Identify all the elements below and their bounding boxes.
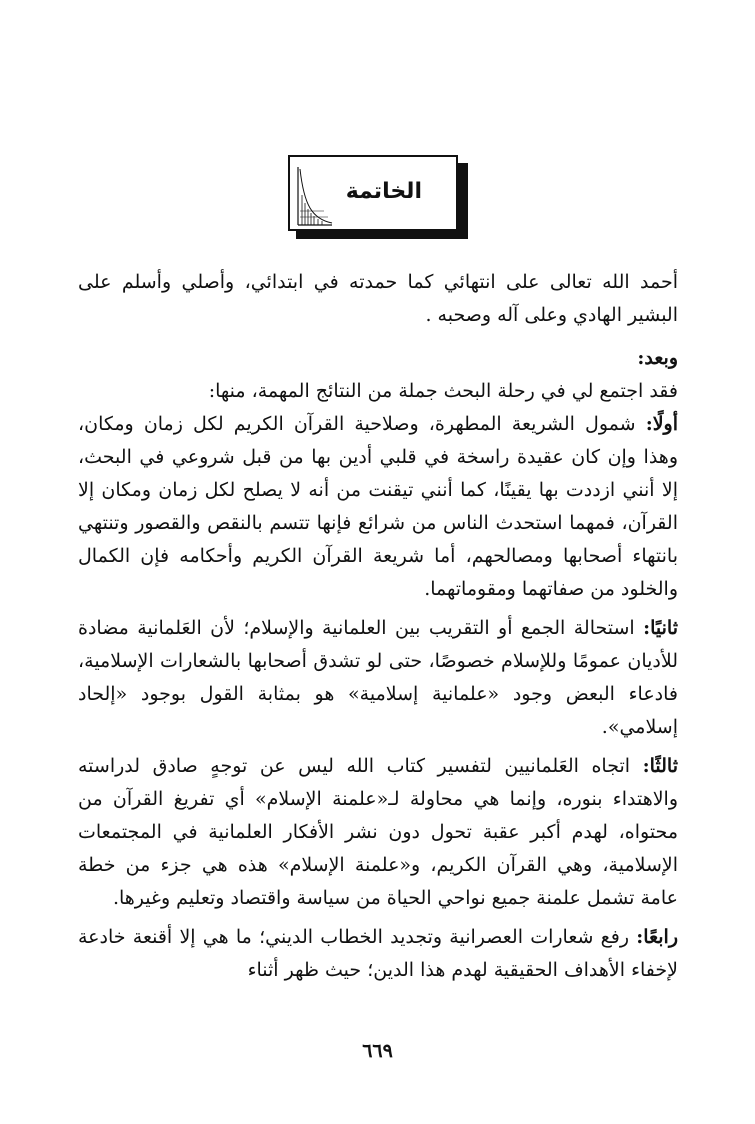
point-three-paragraph (78, 750, 678, 915)
point-two-paragraph (78, 612, 678, 744)
point-two-label: ثانيًا: (643, 617, 678, 639)
results-intro-paragraph: فقد اجتمع لي في رحلة البحث جملة من النتائج المهمة، منها: (208, 380, 678, 402)
page-title: الخاتمة (345, 179, 422, 204)
point-four-text: رفع شعارات العصرانية وتجديد الخطاب الديني؛ ما هي إلا أقنعة خادعة لإخفاء الأهداف الحقيقية لهدم هذا الدين؛ حيث ظهر أثناء (78, 926, 678, 981)
intro-paragraph: أحمد الله تعالى على انتهائي كما حمدته في ابتدائي، وأصلي وأسلم على البشير الهادي وعلى آله وصحبه . (78, 271, 678, 326)
wabad-label: وبعد: (637, 347, 678, 369)
page-number: ٦٦٩ (362, 1040, 393, 1062)
point-two-text: استحالة الجمع أو التقريب بين العلمانية والإسلام؛ لأن العَلمانية مضادة للأديان عمومًا وللإسلام خصوصًا، حتى لو تشدق أصحابها بالشعارات الإسلامية، فادعاء البعض وجود «علمانية إسلامية» هو بمثابة القول بوجود «إلحاد إسلامي». (78, 617, 678, 738)
chapter-heading-frame (288, 155, 466, 235)
point-three-text: اتجاه العَلمانيين لتفسير كتاب الله ليس عن توجهٍ صادق لدراسته والاهتداء بنوره، وإنما هي محاولة لـ«علمنة الإسلام» أي تفريغ القرآن من محتواه، لهدم أكبر عقبة تحول دون نشر الأفكار العلمانية في المجتمعات الإسلامية، وهي القرآن الكريم، و«علمنة الإسلام» هذه هي جزء من خطة عامة تشمل علمنة جميع نواحي الحياة من سياسة واقتصاد وتعليم وغيرها. (78, 755, 678, 909)
point-one-label: أولًا: (645, 413, 678, 435)
point-one-paragraph (78, 408, 678, 606)
point-four-paragraph (78, 921, 678, 987)
body-text (78, 342, 678, 987)
point-four-label: رابعًا: (636, 926, 679, 948)
point-one-text: شمول الشريعة المطهرة، وصلاحية القرآن الكريم لكل زمان ومكان، وهذا وإن كان عقيدة راسخة في قلبي أدين بها من قبل شروعي في البحث، إلا أنني ازددت بها يقينًا، كما أنني تيقنت من أنه لا يصلح لكل زمان ومكان إلا القرآن، فمهما استحدث الناس من شرائع فإنها تتسم بالنقص والقصور وتنتهي بانتهاء أصحابها ومصالحهم، أما شريعة القرآن الكريم وأحكامه فإن الكمال والخلود من صفاتهما ومقوماتهما. (78, 413, 678, 600)
corner-ornament-icon (294, 165, 334, 227)
heading-box (288, 155, 458, 231)
point-three-label: ثالثًا: (642, 755, 678, 777)
intro-block (78, 266, 678, 332)
